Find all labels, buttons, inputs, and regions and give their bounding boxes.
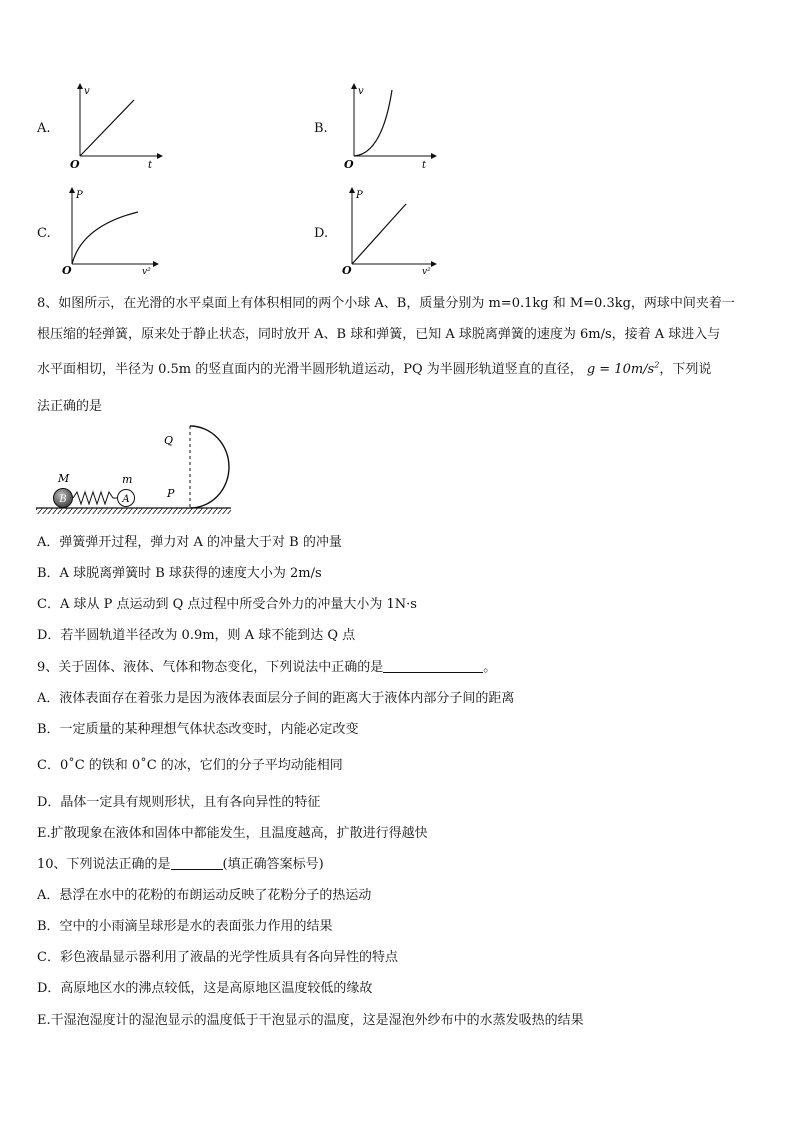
ground-hatch — [36, 508, 231, 514]
point-p-label: P — [167, 487, 175, 500]
semicircle-track — [190, 426, 229, 508]
graph-a-curve — [80, 100, 134, 156]
q10-option-e: E.干湿泡湿度计的湿泡显示的温度低于干泡显示的温度，这是湿泡外纱布中的水蒸发吸热的结果 — [37, 1013, 584, 1028]
graph-d-origin: O — [342, 264, 352, 276]
q10-option-b: B．空中的小雨滴呈球形是水的表面张力作用的结果 — [37, 919, 333, 934]
q8-option-b: B．A 球脱离弹簧时 B 球获得的速度大小为 2m/s — [37, 566, 322, 581]
q8-line-3-tail: ，下列说 — [659, 362, 712, 377]
mass-m-big-label: M — [58, 472, 70, 485]
graph-c-curve — [72, 212, 138, 264]
q9-stem-end: 。 — [483, 660, 497, 675]
q9-option-e: E.扩散现象在液体和固体中都能发生，且温度越高，扩散进行得越快 — [37, 826, 428, 841]
option-c-label: C. — [37, 226, 51, 241]
q8-option-d: D．若半圆轨道半径改为 0.9m，则 A 球不能到达 Q 点 — [37, 628, 356, 643]
q10-option-d: D．高原地区水的沸点较低，这是高原地区温度较低的缘故 — [37, 981, 373, 996]
q10-stem-text: 10、下列说法正确的是 — [37, 857, 171, 872]
q9-stem-text: 9、关于固体、液体、气体和物态变化，下列说法中正确的是 — [37, 660, 384, 675]
q8-line-1: 8、如图所示，在光滑的水平桌面上有体积相同的两个小球 A、B，质量分别为 m=0.1kg 和 M=0.3kg，两球中间夹着一 — [37, 296, 735, 311]
q8-line-3 — [37, 358, 711, 377]
graph-c-origin: O — [62, 264, 72, 276]
graph-a-xlabel: t — [148, 160, 153, 171]
graph-d-xlabel: v² — [422, 267, 431, 276]
q10-option-a: A．悬浮在水中的花粉的布朗运动反映了花粉分子的热运动 — [37, 888, 372, 903]
q9-option-d: D．晶体一定具有规则形状，且有各向异性的特征 — [37, 795, 321, 810]
ball-a-label: A — [122, 494, 130, 505]
graph-b-xlabel: t — [422, 160, 427, 171]
q8-figure — [36, 420, 246, 520]
q8-gravity-formula: $g = 10m/s^2$ — [586, 360, 660, 377]
graph-d — [338, 186, 448, 276]
graph-c-xlabel: v² — [142, 267, 151, 276]
q9-option-c: C．0˚C 的铁和 0˚C 的冰，它们的分子平均动能相同 — [37, 758, 343, 773]
mass-m-small-label: m — [122, 473, 133, 486]
graph-b-origin: O — [344, 158, 354, 171]
q10-stem — [37, 853, 324, 872]
graph-d-ylabel: P — [356, 190, 363, 201]
graph-b-ylabel: v — [358, 86, 364, 97]
option-d-label: D. — [314, 226, 329, 241]
q9-option-a: A．液体表面存在着张力是因为液体表面层分子间的距离大于液体内部分子间的距离 — [37, 691, 515, 706]
q8-line-3-text: 水平面相切，半径为 0.5m 的竖直面内的光滑半圆形轨道运动，PQ 为半圆形轨道竖直的直径， — [37, 362, 583, 377]
graph-b — [340, 82, 450, 172]
q10-option-c: C．彩色液晶显示器利用了液晶的光学性质具有各向异性的特点 — [37, 950, 398, 965]
graph-c — [60, 186, 170, 276]
graph-a-ylabel: v — [84, 86, 90, 97]
spring — [73, 492, 117, 504]
q8-option-c: C．A 球从 P 点运动到 Q 点过程中所受合外力的冲量大小为 1N·s — [37, 597, 417, 612]
q10-answer-blank[interactable] — [171, 857, 223, 870]
q8-line-2: 根压缩的轻弹簧，原来处于静止状态，同时放开 A、B 球和弹簧，已知 A 球脱离弹簧的速度为 6m/s，接着 A 球进入与 — [37, 327, 721, 342]
graph-a — [64, 82, 174, 172]
graph-d-curve — [352, 204, 406, 264]
graph-a-origin: O — [70, 158, 80, 171]
graph-c-ylabel: P — [76, 190, 83, 201]
q9-answer-blank[interactable] — [383, 660, 483, 673]
ball-b-label: B — [59, 494, 67, 505]
option-b-label: B. — [314, 121, 328, 136]
option-a-label: A. — [37, 121, 51, 136]
point-q-label: Q — [164, 434, 174, 447]
q9-stem — [37, 656, 496, 675]
graph-b-curve — [354, 90, 392, 156]
q8-line-4: 法正确的是 — [37, 399, 103, 414]
q10-stem-end: (填正确答案标号) — [222, 857, 324, 872]
q8-option-a: A．弹簧弹开过程，弹力对 A 的冲量大于对 B 的冲量 — [37, 535, 342, 550]
q9-option-b: B．一定质量的某种理想气体状态改变时，内能必定改变 — [37, 722, 359, 737]
